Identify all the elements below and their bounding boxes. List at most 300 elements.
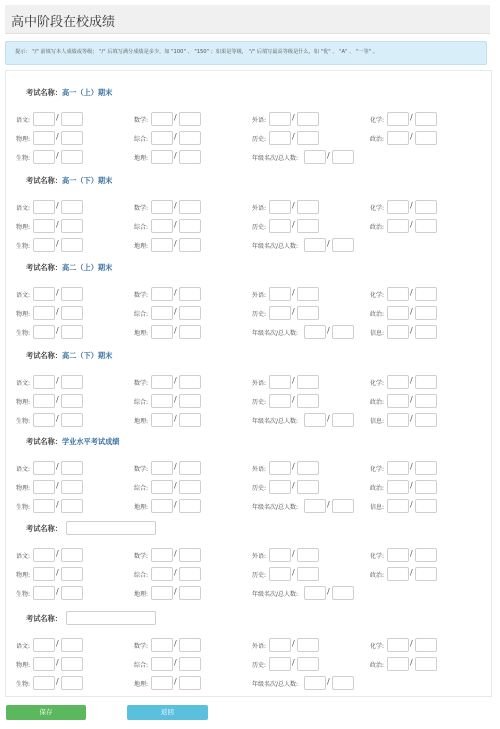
full-score-input[interactable] [415, 325, 437, 339]
full-score-input[interactable] [61, 287, 83, 301]
field-label: 语文: [16, 117, 31, 124]
score-input[interactable] [151, 306, 173, 320]
score-input[interactable] [387, 306, 409, 320]
score-input[interactable] [387, 287, 409, 301]
score-input[interactable] [33, 567, 55, 581]
full-score-input[interactable] [332, 413, 354, 427]
section-name: 高一（上）期末 [61, 88, 113, 97]
full-score-input[interactable] [179, 306, 201, 320]
full-score-input[interactable] [179, 131, 201, 145]
full-score-input[interactable] [415, 375, 437, 389]
full-score-input[interactable] [61, 131, 83, 145]
score-input[interactable] [151, 657, 173, 671]
score-input[interactable] [151, 112, 173, 126]
score-input[interactable] [151, 567, 173, 581]
score-input[interactable] [33, 325, 55, 339]
score-input[interactable] [151, 480, 173, 494]
score-input[interactable] [33, 112, 55, 126]
score-input[interactable] [33, 499, 55, 513]
score-input[interactable] [387, 548, 409, 562]
full-score-input[interactable] [297, 548, 319, 562]
field-label: 数学: [134, 553, 149, 560]
score-input[interactable] [33, 480, 55, 494]
field-label: 物理: [16, 224, 31, 231]
slash-separator: / [410, 201, 413, 210]
full-score-input[interactable] [61, 375, 83, 389]
full-score-input[interactable] [179, 112, 201, 126]
save-button[interactable]: 保存 [6, 705, 86, 720]
full-score-input[interactable] [179, 548, 201, 562]
score-input[interactable] [387, 480, 409, 494]
full-score-input[interactable] [61, 567, 83, 581]
full-score-input[interactable] [179, 638, 201, 652]
field-label: 物理: [16, 485, 31, 492]
full-score-input[interactable] [415, 131, 437, 145]
score-input[interactable] [387, 567, 409, 581]
slash-separator: / [174, 414, 177, 423]
field-label: 信息: [370, 504, 385, 511]
slash-separator: / [327, 414, 330, 423]
score-input[interactable] [33, 461, 55, 475]
score-input[interactable] [304, 238, 326, 252]
field-label: 化学: [370, 643, 385, 650]
slash-separator: / [410, 658, 413, 667]
full-score-input[interactable] [297, 219, 319, 233]
score-input[interactable] [33, 150, 55, 164]
full-score-input[interactable] [297, 287, 319, 301]
field-label: 政治: [370, 662, 385, 669]
score-input[interactable] [387, 413, 409, 427]
slash-separator: / [174, 500, 177, 509]
hint-text: 提示： "/" 前填写本人成绩或等级； "/" 后填写满分成绩是多少，如 "100" 、 "150" ；如果是等级， "/" 后填写最高等级是什么，如 "优" 、 "A" 、 "一等" 。 [15, 49, 378, 55]
full-score-input[interactable] [297, 200, 319, 214]
full-score-input[interactable] [61, 306, 83, 320]
field-label: 数学: [134, 466, 149, 473]
field-label: 年级名次/总人数: [252, 155, 299, 162]
score-input[interactable] [151, 461, 173, 475]
slash-separator: / [410, 568, 413, 577]
section-title [26, 614, 62, 624]
section-title [26, 524, 62, 534]
field-label: 政治: [370, 572, 385, 579]
slash-separator: / [410, 132, 413, 141]
full-score-input[interactable] [332, 499, 354, 513]
full-score-input[interactable] [415, 219, 437, 233]
slash-separator: / [410, 395, 413, 404]
score-input[interactable] [33, 200, 55, 214]
section-title [26, 176, 112, 186]
score-input[interactable] [269, 287, 291, 301]
score-input[interactable] [151, 638, 173, 652]
section-name-label: 考试名称： [26, 437, 62, 446]
score-input[interactable] [269, 394, 291, 408]
full-score-input[interactable] [61, 586, 83, 600]
slash-separator: / [56, 500, 59, 509]
full-score-input[interactable] [179, 219, 201, 233]
field-label: 数学: [134, 380, 149, 387]
full-score-input[interactable] [179, 287, 201, 301]
full-score-input[interactable] [61, 499, 83, 513]
slash-separator: / [174, 639, 177, 648]
score-input[interactable] [151, 150, 173, 164]
full-score-input[interactable] [332, 676, 354, 690]
score-input[interactable] [33, 219, 55, 233]
score-input[interactable] [33, 657, 55, 671]
full-score-input[interactable] [61, 219, 83, 233]
slash-separator: / [174, 376, 177, 385]
score-input[interactable] [33, 413, 55, 427]
score-input[interactable] [304, 150, 326, 164]
field-label: 化学: [370, 553, 385, 560]
score-input[interactable] [151, 375, 173, 389]
score-input[interactable] [151, 200, 173, 214]
slash-separator: / [292, 481, 295, 490]
full-score-input[interactable] [297, 461, 319, 475]
slash-separator: / [292, 549, 295, 558]
score-input[interactable] [269, 567, 291, 581]
score-input[interactable] [33, 238, 55, 252]
full-score-input[interactable] [61, 238, 83, 252]
score-input[interactable] [33, 375, 55, 389]
full-score-input[interactable] [61, 394, 83, 408]
full-score-input[interactable] [297, 480, 319, 494]
hint-box [5, 41, 487, 65]
full-score-input[interactable] [332, 586, 354, 600]
slash-separator: / [292, 201, 295, 210]
score-input[interactable] [387, 325, 409, 339]
full-score-input[interactable] [179, 200, 201, 214]
page-title: 高中阶段在校成绩 [11, 15, 116, 30]
back-button[interactable]: 返回 [127, 705, 208, 720]
slash-separator: / [410, 500, 413, 509]
score-input[interactable] [151, 586, 173, 600]
field-label: 生物: [16, 155, 31, 162]
score-input[interactable] [304, 325, 326, 339]
slash-separator: / [56, 568, 59, 577]
field-label: 语文: [16, 205, 31, 212]
slash-separator: / [292, 288, 295, 297]
slash-separator: / [327, 326, 330, 335]
field-label: 综合: [134, 572, 149, 579]
slash-separator: / [56, 151, 59, 160]
score-input[interactable] [387, 657, 409, 671]
slash-separator: / [327, 151, 330, 160]
field-label: 外语: [252, 205, 267, 212]
slash-separator: / [410, 288, 413, 297]
score-input[interactable] [269, 657, 291, 671]
full-score-input[interactable] [297, 306, 319, 320]
slash-separator: / [174, 395, 177, 404]
score-input[interactable] [151, 394, 173, 408]
slash-separator: / [292, 395, 295, 404]
field-label: 语文: [16, 466, 31, 473]
field-label: 综合: [134, 662, 149, 669]
field-label: 生物: [16, 243, 31, 250]
full-score-input[interactable] [61, 461, 83, 475]
field-label: 生物: [16, 591, 31, 598]
page-header [5, 5, 490, 34]
full-score-input[interactable] [61, 638, 83, 652]
field-label: 外语: [252, 643, 267, 650]
field-label: 地理: [134, 330, 149, 337]
score-input[interactable] [33, 586, 55, 600]
score-input[interactable] [269, 375, 291, 389]
score-input[interactable] [151, 413, 173, 427]
field-label: 语文: [16, 643, 31, 650]
score-input[interactable] [151, 219, 173, 233]
full-score-input[interactable] [332, 325, 354, 339]
slash-separator: / [56, 639, 59, 648]
exam-name-input[interactable] [66, 611, 156, 625]
field-label: 地理: [134, 243, 149, 250]
full-score-input[interactable] [415, 638, 437, 652]
field-label: 生物: [16, 330, 31, 337]
field-label: 政治: [370, 399, 385, 406]
section-name-label: 考试名称： [26, 524, 62, 533]
score-input[interactable] [304, 413, 326, 427]
slash-separator: / [410, 481, 413, 490]
score-input[interactable] [151, 676, 173, 690]
full-score-input[interactable] [179, 461, 201, 475]
score-input[interactable] [269, 548, 291, 562]
field-label: 地理: [134, 681, 149, 688]
field-label: 物理: [16, 136, 31, 143]
score-input[interactable] [269, 200, 291, 214]
full-score-input[interactable] [179, 499, 201, 513]
score-input[interactable] [304, 676, 326, 690]
score-input[interactable] [269, 131, 291, 145]
full-score-input[interactable] [61, 480, 83, 494]
full-score-input[interactable] [415, 112, 437, 126]
slash-separator: / [56, 587, 59, 596]
score-input[interactable] [151, 548, 173, 562]
full-score-input[interactable] [61, 676, 83, 690]
full-score-input[interactable] [61, 548, 83, 562]
full-score-input[interactable] [61, 413, 83, 427]
score-input[interactable] [387, 375, 409, 389]
full-score-input[interactable] [179, 676, 201, 690]
full-score-input[interactable] [297, 567, 319, 581]
slash-separator: / [410, 376, 413, 385]
full-score-input[interactable] [297, 375, 319, 389]
full-score-input[interactable] [415, 567, 437, 581]
field-label: 历史: [252, 399, 267, 406]
section-name: 学业水平考试成绩 [61, 437, 120, 446]
full-score-input[interactable] [61, 150, 83, 164]
full-score-input[interactable] [415, 461, 437, 475]
field-label: 数学: [134, 292, 149, 299]
section-title [26, 263, 112, 273]
full-score-input[interactable] [61, 657, 83, 671]
slash-separator: / [56, 307, 59, 316]
full-score-input[interactable] [332, 238, 354, 252]
full-score-input[interactable] [415, 657, 437, 671]
field-label: 外语: [252, 553, 267, 560]
full-score-input[interactable] [179, 394, 201, 408]
full-score-input[interactable] [179, 657, 201, 671]
score-input[interactable] [151, 287, 173, 301]
slash-separator: / [174, 481, 177, 490]
full-score-input[interactable] [297, 394, 319, 408]
score-input[interactable] [387, 394, 409, 408]
section-name: 高一（下）期末 [61, 176, 113, 185]
slash-separator: / [410, 414, 413, 423]
score-input[interactable] [387, 638, 409, 652]
field-label: 化学: [370, 380, 385, 387]
full-score-input[interactable] [179, 325, 201, 339]
slash-separator: / [56, 462, 59, 471]
full-score-input[interactable] [179, 413, 201, 427]
full-score-input[interactable] [179, 238, 201, 252]
slash-separator: / [292, 307, 295, 316]
field-label: 外语: [252, 466, 267, 473]
score-input[interactable] [151, 499, 173, 513]
full-score-input[interactable] [415, 499, 437, 513]
slash-separator: / [56, 376, 59, 385]
score-input[interactable] [33, 306, 55, 320]
field-label: 信息: [370, 418, 385, 425]
slash-separator: / [410, 462, 413, 471]
field-label: 综合: [134, 224, 149, 231]
score-input[interactable] [151, 238, 173, 252]
full-score-input[interactable] [415, 306, 437, 320]
score-input[interactable] [33, 394, 55, 408]
section-name: 高二（上）期末 [61, 263, 113, 272]
field-label: 政治: [370, 224, 385, 231]
slash-separator: / [292, 376, 295, 385]
score-input[interactable] [387, 461, 409, 475]
full-score-input[interactable] [297, 657, 319, 671]
slash-separator: / [410, 220, 413, 229]
slash-separator: / [292, 639, 295, 648]
section-name-label: 考试名称： [26, 351, 62, 360]
slash-separator: / [410, 113, 413, 122]
slash-separator: / [292, 113, 295, 122]
slash-separator: / [56, 549, 59, 558]
score-input[interactable] [304, 499, 326, 513]
field-label: 语文: [16, 553, 31, 560]
field-label: 外语: [252, 117, 267, 124]
slash-separator: / [327, 677, 330, 686]
slash-separator: / [327, 239, 330, 248]
full-score-input[interactable] [179, 150, 201, 164]
slash-separator: / [174, 658, 177, 667]
field-label: 生物: [16, 418, 31, 425]
full-score-input[interactable] [297, 112, 319, 126]
slash-separator: / [410, 549, 413, 558]
full-score-input[interactable] [179, 567, 201, 581]
full-score-input[interactable] [61, 112, 83, 126]
full-score-input[interactable] [415, 394, 437, 408]
full-score-input[interactable] [61, 325, 83, 339]
full-score-input[interactable] [179, 480, 201, 494]
slash-separator: / [56, 395, 59, 404]
field-label: 年级名次/总人数: [252, 330, 299, 337]
score-input[interactable] [151, 325, 173, 339]
field-label: 年级名次/总人数: [252, 418, 299, 425]
field-label: 年级名次/总人数: [252, 243, 299, 250]
score-input[interactable] [387, 200, 409, 214]
slash-separator: / [56, 326, 59, 335]
field-label: 地理: [134, 155, 149, 162]
field-label: 地理: [134, 591, 149, 598]
field-label: 综合: [134, 399, 149, 406]
field-label: 年级名次/总人数: [252, 591, 299, 598]
score-input[interactable] [33, 131, 55, 145]
score-input[interactable] [387, 131, 409, 145]
full-score-input[interactable] [415, 480, 437, 494]
full-score-input[interactable] [332, 150, 354, 164]
section-title [26, 351, 112, 361]
slash-separator: / [292, 132, 295, 141]
score-input[interactable] [269, 480, 291, 494]
field-label: 历史: [252, 572, 267, 579]
slash-separator: / [174, 132, 177, 141]
field-label: 历史: [252, 224, 267, 231]
field-label: 化学: [370, 466, 385, 473]
slash-separator: / [292, 658, 295, 667]
slash-separator: / [174, 568, 177, 577]
field-label: 语文: [16, 292, 31, 299]
slash-separator: / [410, 307, 413, 316]
full-score-input[interactable] [297, 131, 319, 145]
section-name-label: 考试名称： [26, 614, 62, 623]
score-input[interactable] [269, 219, 291, 233]
score-input[interactable] [304, 586, 326, 600]
field-label: 历史: [252, 136, 267, 143]
field-label: 年级名次/总人数: [252, 504, 299, 511]
score-input[interactable] [387, 219, 409, 233]
slash-separator: / [174, 220, 177, 229]
full-score-input[interactable] [297, 638, 319, 652]
score-input[interactable] [33, 676, 55, 690]
score-input[interactable] [269, 306, 291, 320]
slash-separator: / [410, 639, 413, 648]
score-input[interactable] [387, 112, 409, 126]
field-label: 综合: [134, 485, 149, 492]
full-score-input[interactable] [415, 200, 437, 214]
slash-separator: / [292, 220, 295, 229]
section-name: 高二（下）期末 [61, 351, 113, 360]
full-score-input[interactable] [179, 586, 201, 600]
slash-separator: / [56, 414, 59, 423]
full-score-input[interactable] [415, 287, 437, 301]
field-label: 政治: [370, 136, 385, 143]
slash-separator: / [56, 113, 59, 122]
field-label: 数学: [134, 117, 149, 124]
score-input[interactable] [33, 548, 55, 562]
full-score-input[interactable] [415, 548, 437, 562]
field-label: 物理: [16, 662, 31, 669]
exam-name-input[interactable] [66, 521, 156, 535]
score-input[interactable] [269, 461, 291, 475]
score-input[interactable] [269, 638, 291, 652]
field-label: 物理: [16, 399, 31, 406]
slash-separator: / [327, 587, 330, 596]
score-input[interactable] [33, 638, 55, 652]
slash-separator: / [174, 549, 177, 558]
full-score-input[interactable] [415, 413, 437, 427]
slash-separator: / [174, 462, 177, 471]
full-score-input[interactable] [61, 200, 83, 214]
score-input[interactable] [33, 287, 55, 301]
score-input[interactable] [151, 131, 173, 145]
section-name-label: 考试名称： [26, 176, 62, 185]
full-score-input[interactable] [179, 375, 201, 389]
field-label: 政治: [370, 485, 385, 492]
score-input[interactable] [387, 499, 409, 513]
score-input[interactable] [269, 112, 291, 126]
